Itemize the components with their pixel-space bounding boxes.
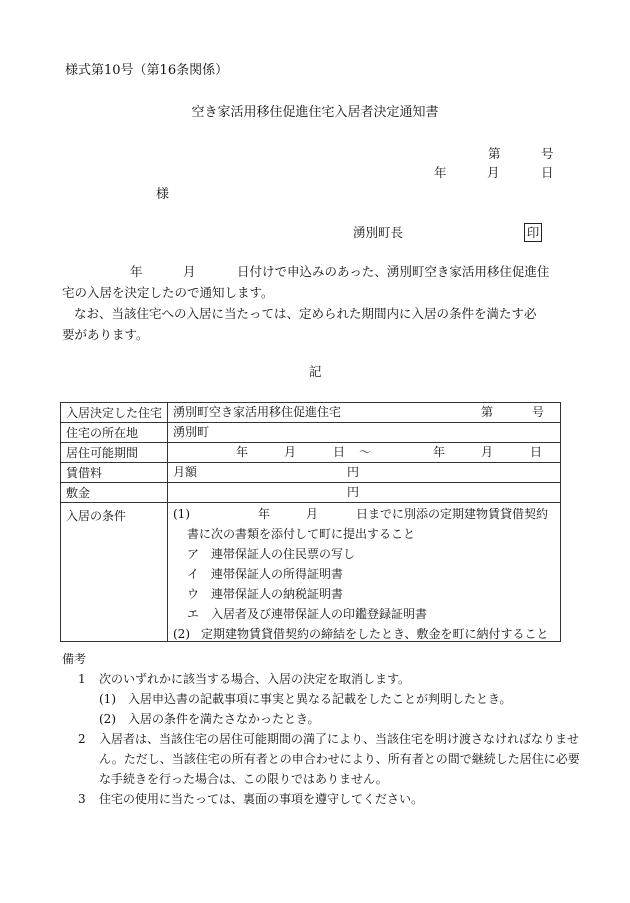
date-day: 日 — [541, 165, 554, 180]
note-number: 1 — [78, 672, 86, 686]
date-month: 月 — [487, 165, 500, 180]
note-sub-number: (2) — [99, 712, 116, 726]
row-value — [168, 443, 561, 463]
table-row — [61, 403, 561, 423]
note-sub-number: (1) — [99, 692, 116, 706]
notes-heading: 備考 — [62, 652, 87, 666]
rent-yen: 円 — [347, 465, 360, 479]
body-month: 月 — [183, 264, 196, 279]
period-start-day: 日 — [333, 445, 346, 459]
row-label: 居住可能期間 — [61, 443, 168, 463]
period-start-year: 年 — [236, 445, 249, 459]
condition-2-text: 定期建物賃貸借契約の締結をしたとき、敷金を町に納付すること — [201, 627, 549, 641]
note-text: 住宅の使用に当たっては、裏面の事項を遵守してください。 — [99, 792, 424, 806]
condition-item-text: 入居者及び連帯保証人の印鑑登録証明書 — [211, 607, 428, 621]
table-row — [61, 423, 561, 443]
condition-1-line2: 書に次の書類を添付して町に提出すること — [187, 527, 416, 541]
row-label: 入居決定した住宅 — [61, 403, 168, 423]
form-number: 様式第10号（第16条関係） — [65, 63, 229, 78]
condition-1-text: 日までに別添の定期建物賃貸借契約 — [356, 507, 549, 521]
condition-item-mark: ウ — [187, 587, 200, 601]
note-text: 次のいずれかに該当する場合、入居の決定を取消します。 — [99, 672, 411, 686]
period-end-day: 日 — [530, 445, 543, 459]
number-prefix: 第 — [488, 146, 501, 161]
note-text: 入居者は、当該住宅の居住可能期間の満了により、当該住宅を明け渡さなければなりませ — [99, 732, 580, 746]
seal-stamp: 印 — [524, 223, 542, 242]
note-text: ん。ただし、当該住宅の所有者との申合わせにより、所有者との間で継続した居住に必要 — [99, 752, 580, 766]
condition-1-month: 月 — [306, 507, 319, 521]
period-start-month: 月 — [284, 445, 297, 459]
note-number: 3 — [78, 792, 86, 806]
table-row — [61, 443, 561, 463]
conditions-cell — [168, 503, 561, 642]
row-value — [168, 423, 561, 443]
note-sub-text: 入居の条件を満たさなかったとき。 — [128, 712, 320, 726]
note-sub-text: 入居申込書の記載事項に事実と異なる記載をしたことが判明したとき。 — [128, 692, 512, 706]
housing-number-prefix: 第 — [481, 405, 494, 419]
row-value — [168, 463, 561, 483]
housing-number-suffix: 号 — [532, 405, 545, 419]
body-line2: 宅の入居を決定したので通知します。 — [62, 285, 274, 300]
condition-item-text: 連帯保証人の所得証明書 — [211, 567, 344, 581]
rent-monthly: 月額 — [173, 465, 198, 479]
condition-item-text: 連帯保証人の納税証明書 — [211, 587, 344, 601]
body-line3: なお、当該住宅への入居に当たっては、定められた期間内に入居の条件を満たす必 — [74, 306, 537, 321]
note-text: な手続きを行った場合は、この限りではありません。 — [99, 772, 388, 786]
table-row — [61, 503, 561, 642]
condition-item-mark: エ — [187, 607, 200, 621]
condition-2-number: (2) — [173, 627, 190, 641]
body-line1: 日付けで申込みのあった、湧別町空き家活用移住促進住 — [237, 264, 550, 279]
row-label: 賃借料 — [61, 463, 168, 483]
body-line4: 要があります。 — [62, 327, 149, 342]
condition-item-mark: ア — [187, 547, 200, 561]
period-tilde: ～ — [359, 445, 372, 459]
row-label: 敷金 — [61, 483, 168, 503]
location-value: 湧別町 — [173, 425, 210, 439]
issuer-name: 湧別町長 — [353, 225, 404, 240]
body-year: 年 — [130, 264, 143, 279]
recipient-honorific: 様 — [156, 187, 170, 202]
date-year: 年 — [434, 165, 447, 180]
condition-1-year: 年 — [258, 507, 271, 521]
condition-item-mark: イ — [187, 567, 200, 581]
document-title: 空き家活用移住促進住宅入居者決定通知書 — [191, 105, 439, 120]
housing-name: 湧別町空き家活用移住促進住宅 — [173, 405, 342, 419]
period-end-month: 月 — [481, 445, 494, 459]
period-end-year: 年 — [433, 445, 446, 459]
note-number: 2 — [78, 732, 86, 746]
number-suffix: 号 — [541, 146, 554, 161]
table-row — [61, 483, 561, 503]
decision-table — [60, 402, 561, 642]
table-row — [61, 463, 561, 483]
row-label: 住宅の所在地 — [61, 423, 168, 443]
condition-1-number: (1) — [173, 507, 190, 521]
ki-heading: 記 — [309, 364, 322, 379]
condition-item-text: 連帯保証人の住民票の写し — [211, 547, 356, 561]
row-value — [168, 483, 561, 503]
row-value — [168, 403, 561, 423]
row-label: 入居の条件 — [61, 503, 168, 642]
deposit-yen: 円 — [347, 485, 360, 499]
